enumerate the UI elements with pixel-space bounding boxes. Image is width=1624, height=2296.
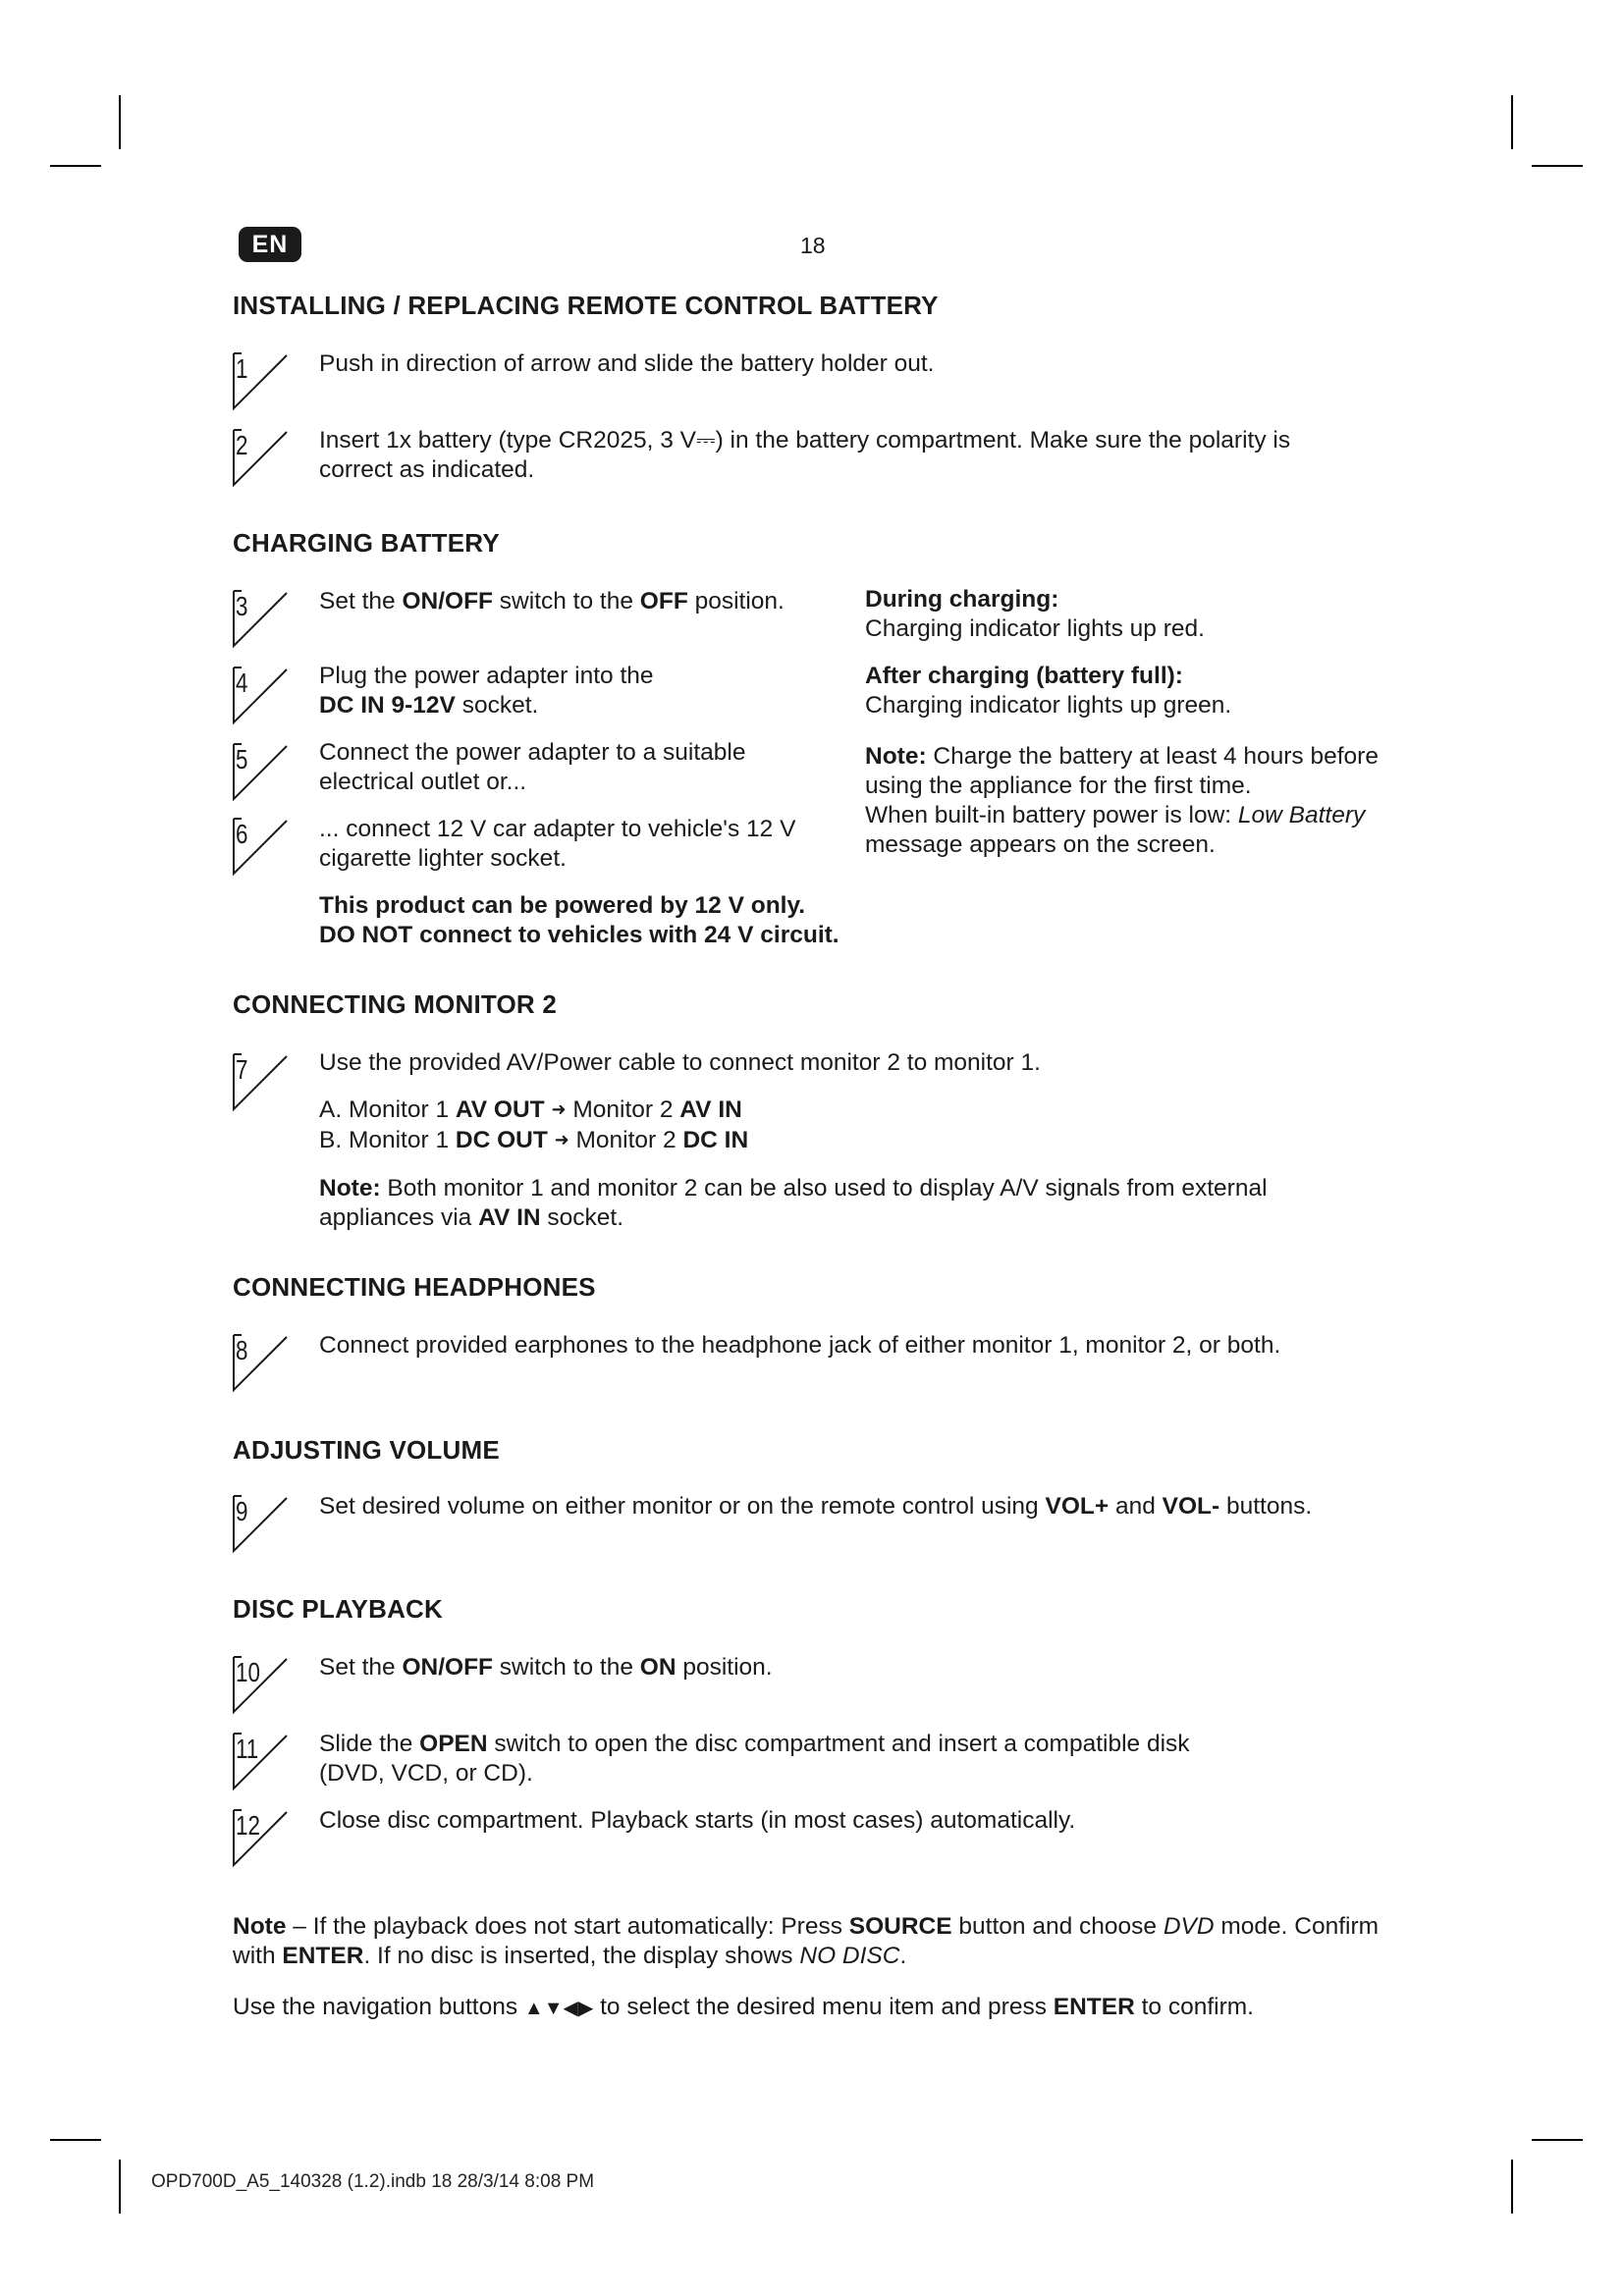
step-number-icon: 7: [232, 1052, 293, 1113]
step-4-text: Plug the power adapter into the DC IN 9-12V socket.: [319, 663, 654, 719]
step-number-icon: 2: [232, 428, 293, 489]
step-11-text: Slide the OPEN switch to open the disc compartment and insert a compatible disk (DVD, VCD, or CD).: [319, 1731, 1190, 1787]
step-number-icon: 8: [232, 1333, 293, 1394]
crop-mark: [1532, 165, 1583, 167]
voltage-warning: This product can be powered by 12 V only. DO NOT connect to vehicles with 24 V circuit.: [319, 892, 839, 948]
step-number-icon: 10: [232, 1655, 293, 1716]
section-title-disc: DISC PLAYBACK: [233, 1594, 444, 1624]
step-number-icon: 1: [232, 351, 293, 412]
after-charging-info: After charging (battery full): Charging indicator lights up green.: [865, 663, 1232, 719]
step-5-text: Connect the power adapter to a suitable electrical outlet or...: [319, 739, 746, 795]
step-10-text: Set the ON/OFF switch to the ON position.: [319, 1654, 773, 1681]
section-title-volume: ADJUSTING VOLUME: [233, 1435, 500, 1465]
step-9-text: Set desired volume on either monitor or on the remote control using VOL+ and VOL- buttons.: [319, 1493, 1313, 1520]
step-number-icon: 3: [232, 589, 293, 650]
step-12-text: Close disc compartment. Playback starts (in most cases) automatically.: [319, 1807, 1076, 1834]
step-8-text: Connect provided earphones to the headphone jack of either monitor 1, monitor 2, or both.: [319, 1332, 1281, 1359]
connection-list: A. Monitor 1 AV OUT ➜ Monitor 2 AV IN B. Monitor 1 DC OUT ➜ Monitor 2 DC IN: [319, 1096, 749, 1153]
crop-mark: [1511, 2160, 1513, 2214]
section-title-headphones: CONNECTING HEADPHONES: [233, 1272, 596, 1302]
crop-mark: [119, 95, 121, 149]
crop-mark: [50, 165, 101, 167]
print-footer: OPD700D_A5_140328 (1.2).indb 18 28/3/14 8:08 PM: [151, 2171, 595, 2192]
step-6-text: ... connect 12 V car adapter to vehicle's 12 V cigarette lighter socket.: [319, 816, 796, 872]
during-charging-info: During charging: Charging indicator lights up red.: [865, 586, 1205, 642]
page-number: 18: [800, 233, 826, 258]
navigation-instructions: Use the navigation buttons ▲▼◀▶ to select the desired menu item and press ENTER to confirm.: [233, 1994, 1254, 2020]
crop-mark: [1511, 95, 1513, 149]
section-title-remote-battery: INSTALLING / REPLACING REMOTE CONTROL BATTERY: [233, 291, 939, 320]
monitor-note: Note: Both monitor 1 and monitor 2 can be also used to display A/V signals from external appliances via AV IN socket.: [319, 1175, 1268, 1231]
charging-note: Note: Charge the battery at least 4 hours before using the appliance for the first time. When built-in battery power is low: Low Battery message appears on the screen.: [865, 743, 1379, 858]
section-title-charging: CHARGING BATTERY: [233, 528, 500, 558]
crop-mark: [119, 2160, 121, 2214]
section-title-monitor: CONNECTING MONITOR 2: [233, 989, 557, 1019]
step-7-text: Use the provided AV/Power cable to connect monitor 2 to monitor 1.: [319, 1049, 1041, 1076]
crop-mark: [1532, 2139, 1583, 2141]
step-3-text: Set the ON/OFF switch to the OFF position.: [319, 588, 785, 614]
step-number-icon: 6: [232, 817, 293, 878]
step-number-icon: 11: [232, 1732, 293, 1792]
step-1-text: Push in direction of arrow and slide the battery holder out.: [319, 350, 935, 377]
step-number-icon: 4: [232, 666, 293, 726]
navigation-arrows-icon: ▲▼◀▶: [523, 1998, 594, 2019]
crop-mark: [50, 2139, 101, 2141]
step-2-text: Insert 1x battery (type CR2025, 3 V⎓) in the battery compartment. Make sure the polarity is correct as indicated.: [319, 427, 1291, 483]
language-badge: EN: [239, 227, 301, 262]
step-number-icon: 9: [232, 1494, 293, 1555]
step-number-icon: 5: [232, 742, 293, 803]
disc-note: Note – If the playback does not start automatically: Press SOURCE button and choose DVD mode. Confirm with ENTER. If no disc is inserted, the display shows NO DISC.: [233, 1913, 1380, 1969]
step-number-icon: 12: [232, 1808, 293, 1869]
